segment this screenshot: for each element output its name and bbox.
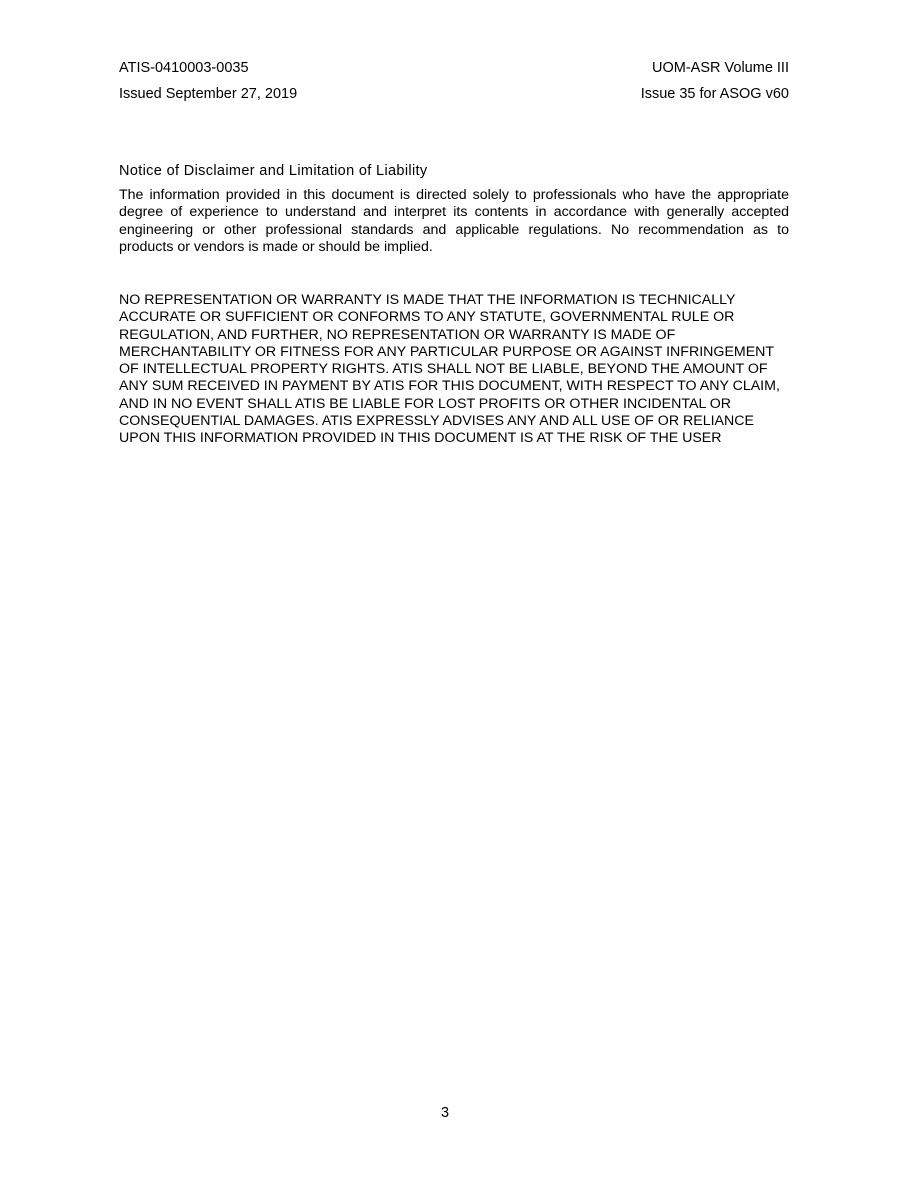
header-volume: UOM-ASR Volume III <box>652 60 789 76</box>
disclaimer-paragraph: The information provided in this document is directed solely to professionals who have the appropriate degree of experience to understand and interpret its contents in accordance with generally accepted engineering or other professional standards and applicable regulations. No recommendation as to products or vendors is made or should be implied. <box>119 187 789 255</box>
page-number: 3 <box>440 1105 450 1121</box>
header-issued-date: Issued September 27, 2019 <box>119 86 298 102</box>
header-doc-id: ATIS-0410003-0035 <box>119 60 249 76</box>
warranty-paragraph: NO REPRESENTATION OR WARRANTY IS MADE THAT THE INFORMATION IS TECHNICALLY ACCURATE OR SUFFICIENT OR CONFORMS TO ANY STATUTE, GOVERNMENTAL RULE OR REGULATION, AND FURTHER, NO REPRESENTATION OR WARRANTY IS MADE OF MERCHANTABILITY OR FITNESS FOR ANY PARTICULAR PURPOSE OR AGAINST INFRINGEMENT OF INTELLECTUAL PROPERTY RIGHTS. ATIS SHALL NOT BE LIABLE, BEYOND THE AMOUNT OF ANY SUM RECEIVED IN PAYMENT BY ATIS FOR THIS DOCUMENT, WITH RESPECT TO ANY CLAIM, AND IN NO EVENT SHALL ATIS BE LIABLE FOR LOST PROFITS OR OTHER INCIDENTAL OR CONSEQUENTIAL DAMAGES. ATIS EXPRESSLY ADVISES ANY AND ALL USE OF OR RELIANCE UPON THIS INFORMATION PROVIDED IN THIS DOCUMENT IS AT THE RISK OF THE USER <box>119 292 780 447</box>
section-heading: Notice of Disclaimer and Limitation of Liability <box>119 163 428 179</box>
header-issue: Issue 35 for ASOG v60 <box>640 86 789 102</box>
